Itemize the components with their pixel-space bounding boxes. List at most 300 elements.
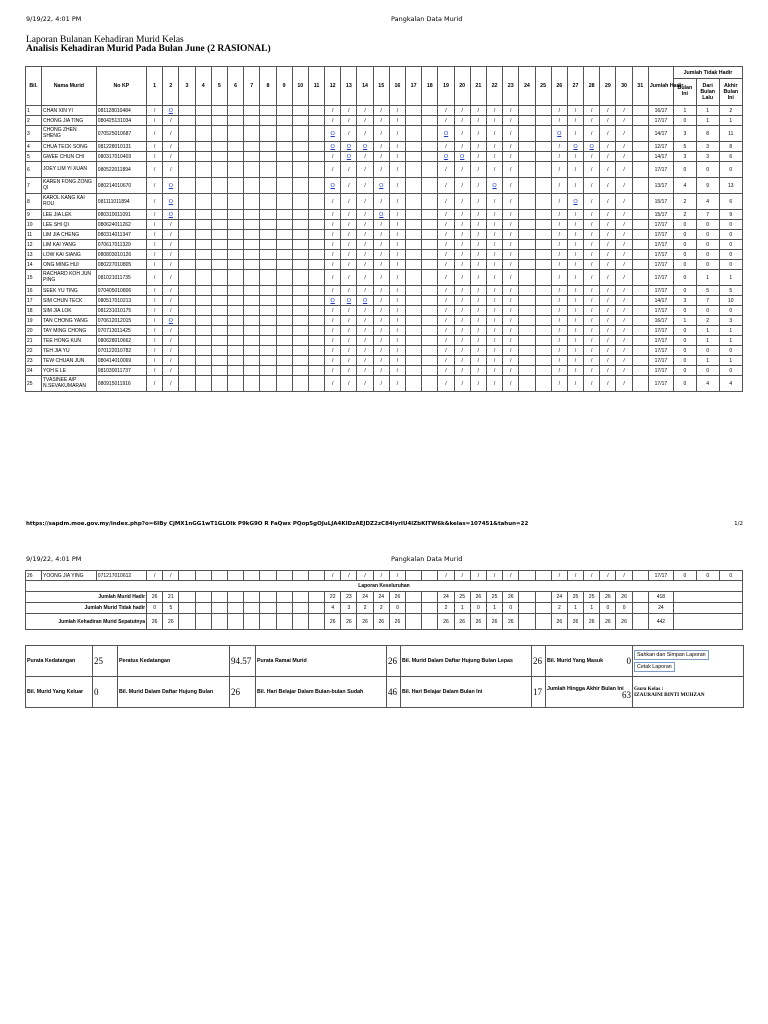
present-mark: / xyxy=(341,106,357,116)
absent-mark[interactable]: O xyxy=(325,142,341,152)
present-mark: / xyxy=(584,260,600,270)
present-mark: / xyxy=(325,106,341,116)
summary-day-value: 26 xyxy=(438,614,454,630)
present-mark: / xyxy=(163,220,179,230)
day-cell xyxy=(406,230,422,240)
summary-day-value xyxy=(211,603,227,614)
day-cell xyxy=(308,571,324,581)
present-mark: / xyxy=(551,240,567,250)
present-mark: / xyxy=(503,178,519,194)
day-cell xyxy=(406,152,422,162)
day-cell xyxy=(244,220,260,230)
present-mark: / xyxy=(147,356,163,366)
present-mark: / xyxy=(584,106,600,116)
absent-mark[interactable]: O xyxy=(325,296,341,306)
present-mark: / xyxy=(341,194,357,210)
student-absent-month: 0 xyxy=(673,162,696,178)
col-header-day: 1 xyxy=(147,67,163,106)
present-mark: / xyxy=(551,178,567,194)
day-cell xyxy=(211,194,227,210)
student-absent-month: 3 xyxy=(673,152,696,162)
day-cell xyxy=(519,571,535,581)
student-absent-month: 1 xyxy=(673,316,696,326)
present-mark: / xyxy=(341,326,357,336)
present-mark: / xyxy=(567,240,583,250)
present-mark: / xyxy=(438,306,454,316)
present-mark: / xyxy=(389,376,405,392)
present-mark: / xyxy=(438,336,454,346)
present-mark: / xyxy=(584,230,600,240)
present-mark: / xyxy=(341,210,357,220)
day-cell xyxy=(406,162,422,178)
present-mark: / xyxy=(147,230,163,240)
student-bil: 6 xyxy=(26,162,42,178)
present-mark: / xyxy=(373,306,389,316)
present-mark: / xyxy=(454,116,470,126)
present-mark: / xyxy=(551,210,567,220)
present-mark: / xyxy=(486,220,502,230)
day-cell xyxy=(244,126,260,142)
present-mark: / xyxy=(503,240,519,250)
present-mark: / xyxy=(454,376,470,392)
present-mark: / xyxy=(600,346,616,356)
table-row xyxy=(26,250,743,260)
day-cell xyxy=(195,162,211,178)
summary-day-value: 0 xyxy=(600,603,616,614)
day-cell xyxy=(632,296,648,306)
day-cell xyxy=(308,126,324,142)
day-cell xyxy=(276,260,292,270)
present-mark: / xyxy=(438,230,454,240)
day-cell xyxy=(535,106,551,116)
day-cell xyxy=(179,346,195,356)
day-cell xyxy=(632,126,648,142)
day-cell xyxy=(632,194,648,210)
day-cell xyxy=(519,240,535,250)
col-header-day: 28 xyxy=(584,67,600,106)
student-bil: 14 xyxy=(26,260,42,270)
day-cell xyxy=(244,230,260,240)
present-mark: / xyxy=(389,152,405,162)
day-cell xyxy=(211,178,227,194)
day-cell xyxy=(195,220,211,230)
present-mark: / xyxy=(503,230,519,240)
student-hadir: 17/17 xyxy=(648,116,673,126)
student-absent-prev: 5 xyxy=(696,286,719,296)
col-header-day: 13 xyxy=(341,67,357,106)
day-cell xyxy=(406,240,422,250)
present-mark: / xyxy=(616,194,632,210)
day-cell xyxy=(308,316,324,326)
absent-mark[interactable]: O xyxy=(454,152,470,162)
present-mark: / xyxy=(438,260,454,270)
student-bil: 22 xyxy=(26,346,42,356)
present-mark: / xyxy=(470,356,486,366)
day-cell xyxy=(179,210,195,220)
absent-mark[interactable]: O xyxy=(438,152,454,162)
day-cell xyxy=(211,306,227,316)
student-hadir: 14/17 xyxy=(648,152,673,162)
absent-mark[interactable]: O xyxy=(325,126,341,142)
day-cell xyxy=(227,376,243,392)
student-bil: 11 xyxy=(26,230,42,240)
present-mark: / xyxy=(373,152,389,162)
present-mark: / xyxy=(470,306,486,316)
day-cell xyxy=(211,152,227,162)
present-mark: / xyxy=(454,106,470,116)
absent-mark[interactable]: O xyxy=(551,126,567,142)
student-nokp: 080317010403 xyxy=(96,152,146,162)
student-name: KAREN FONG ZONG QI xyxy=(41,178,96,194)
summary-total: 442 xyxy=(648,614,673,630)
summary-day-value: 26 xyxy=(600,614,616,630)
present-mark: / xyxy=(163,162,179,178)
present-mark: / xyxy=(616,210,632,220)
day-cell xyxy=(244,240,260,250)
absent-mark[interactable]: O xyxy=(163,210,179,220)
day-cell xyxy=(179,142,195,152)
absent-mark[interactable]: O xyxy=(341,296,357,306)
student-name: LEE JIA LEK xyxy=(41,210,96,220)
absent-mark[interactable]: O xyxy=(341,142,357,152)
present-mark: / xyxy=(616,220,632,230)
day-cell xyxy=(244,152,260,162)
day-cell xyxy=(308,220,324,230)
day-cell xyxy=(276,346,292,356)
day-cell xyxy=(632,230,648,240)
student-bil: 21 xyxy=(26,336,42,346)
summary-empty xyxy=(673,614,742,630)
day-cell xyxy=(422,106,438,116)
present-mark: / xyxy=(600,270,616,286)
student-nokp: 070122010782 xyxy=(96,346,146,356)
present-mark: / xyxy=(616,126,632,142)
student-nokp: 080915011916 xyxy=(96,376,146,392)
student-nokp: 081030011737 xyxy=(96,366,146,376)
summary-day-value xyxy=(519,614,535,630)
summary-day-value: 4 xyxy=(325,603,341,614)
day-cell xyxy=(179,571,195,581)
present-mark: / xyxy=(551,142,567,152)
present-mark: / xyxy=(470,142,486,152)
present-mark: / xyxy=(357,194,373,210)
present-mark: / xyxy=(567,306,583,316)
absent-mark[interactable]: O xyxy=(163,194,179,210)
summary-day-value: 24 xyxy=(373,592,389,603)
student-hadir: 17/17 xyxy=(648,260,673,270)
present-mark: / xyxy=(163,376,179,392)
day-cell xyxy=(519,126,535,142)
present-mark: / xyxy=(503,260,519,270)
summary-day-value xyxy=(292,614,308,630)
summary-day-value: 25 xyxy=(454,592,470,603)
present-mark: / xyxy=(341,356,357,366)
present-mark: / xyxy=(357,230,373,240)
absent-mark[interactable]: O xyxy=(163,106,179,116)
day-cell xyxy=(276,240,292,250)
day-cell xyxy=(422,346,438,356)
present-mark: / xyxy=(163,250,179,260)
day-cell xyxy=(227,346,243,356)
day-cell xyxy=(195,116,211,126)
summary-day-value xyxy=(244,614,260,630)
present-mark: / xyxy=(567,106,583,116)
present-mark: / xyxy=(389,250,405,260)
day-cell xyxy=(632,210,648,220)
present-mark: / xyxy=(163,240,179,250)
student-bil: 19 xyxy=(26,316,42,326)
sahkan-simpan-button[interactable]: Sahkan dan Simpan Laporan xyxy=(634,650,709,660)
present-mark: / xyxy=(584,126,600,142)
present-mark: / xyxy=(600,194,616,210)
present-mark: / xyxy=(567,346,583,356)
hari-belajar-sudah-label: Bil. Hari Belajar Dalam Bulan-bulan Sudah xyxy=(256,677,387,708)
col-header-day: 17 xyxy=(406,67,422,106)
day-cell xyxy=(519,220,535,230)
day-cell xyxy=(244,106,260,116)
present-mark: / xyxy=(341,366,357,376)
day-cell xyxy=(535,220,551,230)
present-mark: / xyxy=(373,346,389,356)
day-cell xyxy=(422,316,438,326)
day-cell xyxy=(535,162,551,178)
day-cell xyxy=(276,316,292,326)
murid-masuk-label xyxy=(546,646,633,677)
student-nokp: 080310011091 xyxy=(96,210,146,220)
present-mark: / xyxy=(357,106,373,116)
present-mark: / xyxy=(357,286,373,296)
jumlah-hingga-text: Jumlah Hingga Akhir Bulan Ini xyxy=(547,686,624,692)
day-cell xyxy=(406,220,422,230)
student-hadir: 17/17 xyxy=(648,306,673,316)
day-cell xyxy=(422,152,438,162)
present-mark: / xyxy=(325,306,341,316)
present-mark: / xyxy=(486,250,502,260)
summary-day-value: 26 xyxy=(503,614,519,630)
day-cell xyxy=(308,376,324,392)
day-cell xyxy=(519,250,535,260)
absent-mark[interactable]: O xyxy=(373,178,389,194)
present-mark: / xyxy=(470,240,486,250)
present-mark: / xyxy=(389,571,405,581)
present-mark: / xyxy=(373,142,389,152)
present-mark: / xyxy=(470,116,486,126)
day-cell xyxy=(276,376,292,392)
student-absent-prev: 4 xyxy=(696,376,719,392)
student-nokp: 081111011894 xyxy=(96,194,146,210)
present-mark: / xyxy=(454,306,470,316)
student-name: TVASINEE A/P N.SEVAKUMARAN xyxy=(41,376,96,392)
day-cell xyxy=(244,296,260,306)
student-absent-total: 11 xyxy=(719,126,742,142)
summary-day-value: 26 xyxy=(616,592,632,603)
hari-belajar-ini-label: Bil. Hari Belajar Dalam Bulan Ini xyxy=(401,677,532,708)
present-mark: / xyxy=(454,240,470,250)
present-mark: / xyxy=(584,366,600,376)
present-mark: / xyxy=(454,230,470,240)
present-mark: / xyxy=(470,316,486,326)
present-mark: / xyxy=(486,106,502,116)
student-hadir: 17/17 xyxy=(648,376,673,392)
absent-mark[interactable]: O xyxy=(357,296,373,306)
present-mark: / xyxy=(551,270,567,286)
day-cell xyxy=(535,306,551,316)
day-cell xyxy=(195,286,211,296)
present-mark: / xyxy=(357,306,373,316)
summary-day-value xyxy=(211,614,227,630)
absent-mark[interactable]: O xyxy=(438,126,454,142)
summary-row xyxy=(26,592,743,603)
day-cell xyxy=(260,116,276,126)
purata-ramai-value: 26 xyxy=(387,646,401,677)
day-cell xyxy=(227,286,243,296)
present-mark: / xyxy=(373,336,389,346)
summary-day-value: 0 xyxy=(147,603,163,614)
col-header-day: 8 xyxy=(260,67,276,106)
summary-heading: Laporan Keseluruhan xyxy=(26,581,743,592)
day-cell xyxy=(244,194,260,210)
present-mark: / xyxy=(616,230,632,240)
summary-day-value: 26 xyxy=(454,614,470,630)
present-mark: / xyxy=(325,116,341,126)
student-nokp: 080227010805 xyxy=(96,260,146,270)
present-mark: / xyxy=(567,152,583,162)
absent-mark[interactable]: O xyxy=(567,142,583,152)
summary-heading-row xyxy=(26,581,743,592)
student-absent-month: 0 xyxy=(673,240,696,250)
absent-mark[interactable]: O xyxy=(341,152,357,162)
absent-mark[interactable]: O xyxy=(373,210,389,220)
day-cell xyxy=(260,152,276,162)
table-row xyxy=(26,106,743,116)
absent-mark[interactable]: O xyxy=(163,178,179,194)
absent-mark[interactable]: O xyxy=(357,142,373,152)
day-cell xyxy=(519,306,535,316)
absent-mark[interactable]: O xyxy=(163,316,179,326)
day-cell xyxy=(292,270,308,286)
present-mark: / xyxy=(584,220,600,230)
student-nokp: 080425131034 xyxy=(96,116,146,126)
summary-day-value xyxy=(422,592,438,603)
present-mark: / xyxy=(438,178,454,194)
present-mark: / xyxy=(470,106,486,116)
absent-mark[interactable]: O xyxy=(567,194,583,210)
student-nokp: 070525010687 xyxy=(96,126,146,142)
day-cell xyxy=(308,336,324,346)
day-cell xyxy=(211,210,227,220)
present-mark: / xyxy=(567,126,583,142)
day-cell xyxy=(195,270,211,286)
day-cell xyxy=(260,571,276,581)
absent-mark[interactable]: O xyxy=(584,142,600,152)
present-mark: / xyxy=(584,162,600,178)
day-cell xyxy=(260,106,276,116)
day-cell xyxy=(632,316,648,326)
day-cell xyxy=(244,116,260,126)
day-cell xyxy=(260,210,276,220)
student-bil: 10 xyxy=(26,220,42,230)
student-absent-month: 4 xyxy=(673,178,696,194)
present-mark: / xyxy=(438,142,454,152)
day-cell xyxy=(276,178,292,194)
day-cell xyxy=(535,571,551,581)
summary-day-value: 26 xyxy=(470,614,486,630)
day-cell xyxy=(292,106,308,116)
day-cell xyxy=(195,356,211,366)
student-absent-prev: 0 xyxy=(696,250,719,260)
present-mark: / xyxy=(486,571,502,581)
day-cell xyxy=(519,142,535,152)
present-mark: / xyxy=(163,260,179,270)
summary-day-value xyxy=(179,592,195,603)
student-name: SIM CHUN TECK xyxy=(41,296,96,306)
table-row xyxy=(26,326,743,336)
student-absent-prev: 3 xyxy=(696,152,719,162)
day-cell xyxy=(535,326,551,336)
day-cell xyxy=(292,178,308,194)
absent-mark[interactable]: O xyxy=(325,178,341,194)
present-mark: / xyxy=(373,571,389,581)
day-cell xyxy=(211,571,227,581)
summary-day-value: 26 xyxy=(551,614,567,630)
present-mark: / xyxy=(503,296,519,306)
day-cell xyxy=(179,260,195,270)
present-mark: / xyxy=(486,116,502,126)
present-mark: / xyxy=(470,126,486,142)
day-cell xyxy=(211,356,227,366)
day-cell xyxy=(406,346,422,356)
present-mark: / xyxy=(600,336,616,346)
summary-row-label: Jumlah Murid Tidak hadir xyxy=(26,603,147,614)
student-absent-month: 0 xyxy=(673,220,696,230)
day-cell xyxy=(422,260,438,270)
day-cell xyxy=(632,142,648,152)
present-mark: / xyxy=(486,152,502,162)
day-cell xyxy=(179,336,195,346)
present-mark: / xyxy=(503,194,519,210)
day-cell xyxy=(227,316,243,326)
day-cell xyxy=(244,210,260,220)
day-cell xyxy=(276,142,292,152)
table-row xyxy=(26,366,743,376)
present-mark: / xyxy=(147,116,163,126)
present-mark: / xyxy=(584,116,600,126)
day-cell xyxy=(211,326,227,336)
summary-day-value: 26 xyxy=(163,614,179,630)
present-mark: / xyxy=(373,376,389,392)
day-cell xyxy=(260,142,276,152)
guru-kelas-cell xyxy=(633,677,744,708)
day-cell xyxy=(179,306,195,316)
day-cell xyxy=(276,210,292,220)
present-mark: / xyxy=(341,270,357,286)
cetak-laporan-button[interactable]: Cetak Laporan xyxy=(634,662,675,672)
present-mark: / xyxy=(616,142,632,152)
present-mark: / xyxy=(503,376,519,392)
absent-mark[interactable]: O xyxy=(486,178,502,194)
present-mark: / xyxy=(503,162,519,178)
present-mark: / xyxy=(551,286,567,296)
day-cell xyxy=(179,296,195,306)
summary-day-value: 0 xyxy=(503,603,519,614)
present-mark: / xyxy=(373,366,389,376)
daftar-hujung-label: Bil. Murid Dalam Daftar Hujung Bulan xyxy=(118,677,230,708)
student-absent-total: 6 xyxy=(719,194,742,210)
summary-day-value: 26 xyxy=(341,614,357,630)
present-mark: / xyxy=(438,210,454,220)
day-cell xyxy=(292,316,308,326)
student-name: TAN CHONG YANG xyxy=(41,316,96,326)
